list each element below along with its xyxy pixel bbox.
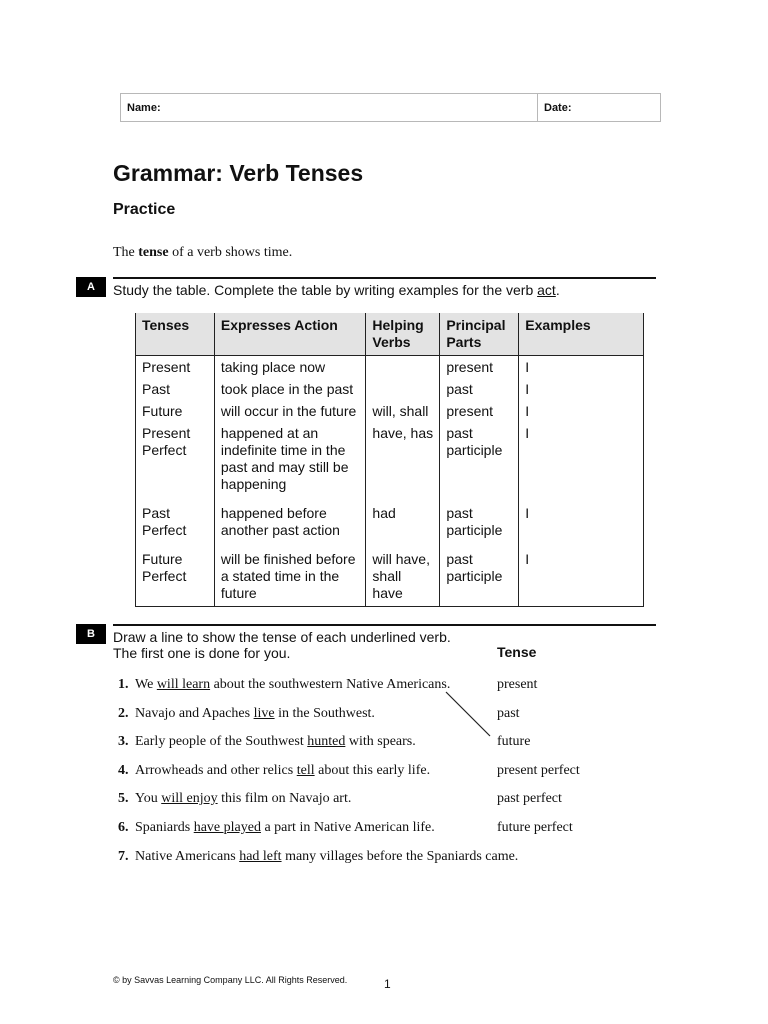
table-cell: happened at an indefinite time in the past and may still be happening [214, 423, 366, 496]
table-cell: I [519, 401, 644, 423]
table-header-cell: Expresses Action [214, 313, 366, 356]
table-cell: will occur in the future [214, 401, 366, 423]
tense-option: present [497, 677, 538, 692]
page-subtitle: Practice [113, 201, 176, 218]
tense-option: present perfect [497, 763, 580, 778]
table-row [136, 356, 644, 380]
date-label: Date: [544, 102, 572, 114]
section-b-rule [113, 624, 656, 626]
intro-text: The tense of a verb shows time. [113, 245, 293, 260]
table-cell: Past Perfect [136, 496, 215, 542]
copyright-notice: © by Savvas Learning Company LLC. All Rights Reserved. [113, 975, 348, 985]
table-cell: past participle [440, 496, 519, 542]
table-cell: will have, shall have [366, 542, 440, 607]
name-date-box [120, 93, 661, 122]
sentence-item: 1. We will learn about the southwestern Native Americans. [118, 677, 451, 692]
table-cell: happened before another past action [214, 496, 366, 542]
table-cell: had [366, 496, 440, 542]
table-cell: Present Perfect [136, 423, 215, 496]
table-cell: present [440, 401, 519, 423]
sentence-item: 7. Native Americans had left many villages before the Spaniards came. [118, 849, 519, 864]
section-b-instruction: Draw a line to show the tense of each underlined verb. The first one is done for you. [113, 629, 451, 661]
table-cell: I [519, 379, 644, 401]
table-cell: past participle [440, 423, 519, 496]
table-cell: taking place now [214, 356, 366, 380]
tense-option: future [497, 734, 531, 749]
name-date-divider [537, 94, 538, 121]
table-cell: I [519, 496, 644, 542]
table-row [136, 379, 644, 401]
table-cell: Past [136, 379, 215, 401]
verb-tenses-table [135, 313, 644, 607]
table-header-cell: Helping Verbs [366, 313, 440, 356]
table-cell: past participle [440, 542, 519, 607]
table-row [136, 542, 644, 607]
table-row [136, 401, 644, 423]
page-title: Grammar: Verb Tenses [113, 160, 364, 186]
sentence-item: 5. You will enjoy this film on Navajo art. [118, 791, 352, 806]
table-header-row [136, 313, 644, 356]
table-cell: present [440, 356, 519, 380]
table-cell: have, has [366, 423, 440, 496]
table-cell: Future [136, 401, 215, 423]
tense-option: future perfect [497, 820, 573, 835]
table-row [136, 496, 644, 542]
table-cell: took place in the past [214, 379, 366, 401]
table-cell [366, 356, 440, 380]
name-label: Name: [127, 102, 161, 114]
table-cell: Future Perfect [136, 542, 215, 607]
sentence-item: 3. Early people of the Southwest hunted with spears. [118, 734, 416, 749]
table-cell: I [519, 423, 644, 496]
table-cell: will, shall [366, 401, 440, 423]
sentence-item: 2. Navajo and Apaches live in the Southwest. [118, 706, 375, 721]
table-cell: Present [136, 356, 215, 380]
table-cell: I [519, 542, 644, 607]
sentence-item: 4. Arrowheads and other relics tell about this early life. [118, 763, 431, 778]
table-header-cell: Principal Parts [440, 313, 519, 356]
section-a-instruction: Study the table. Complete the table by writing examples for the verb act. [113, 282, 560, 298]
table-header-cell: Tenses [136, 313, 215, 356]
page-number: 1 [384, 977, 391, 991]
sentence-item: 6. Spaniards have played a part in Native American life. [118, 820, 435, 835]
section-a-rule [113, 277, 656, 279]
tense-option: past [497, 706, 520, 721]
section-a-badge: A [76, 277, 106, 297]
table-cell: past [440, 379, 519, 401]
tense-column-header: Tense [497, 644, 537, 660]
table-row [136, 423, 644, 496]
tense-option: past perfect [497, 791, 562, 806]
table-cell: will be finished before a stated time in the future [214, 542, 366, 607]
table-cell [366, 379, 440, 401]
section-b-badge: B [76, 624, 106, 644]
table-cell: I [519, 356, 644, 380]
table-header-cell: Examples [519, 313, 644, 356]
